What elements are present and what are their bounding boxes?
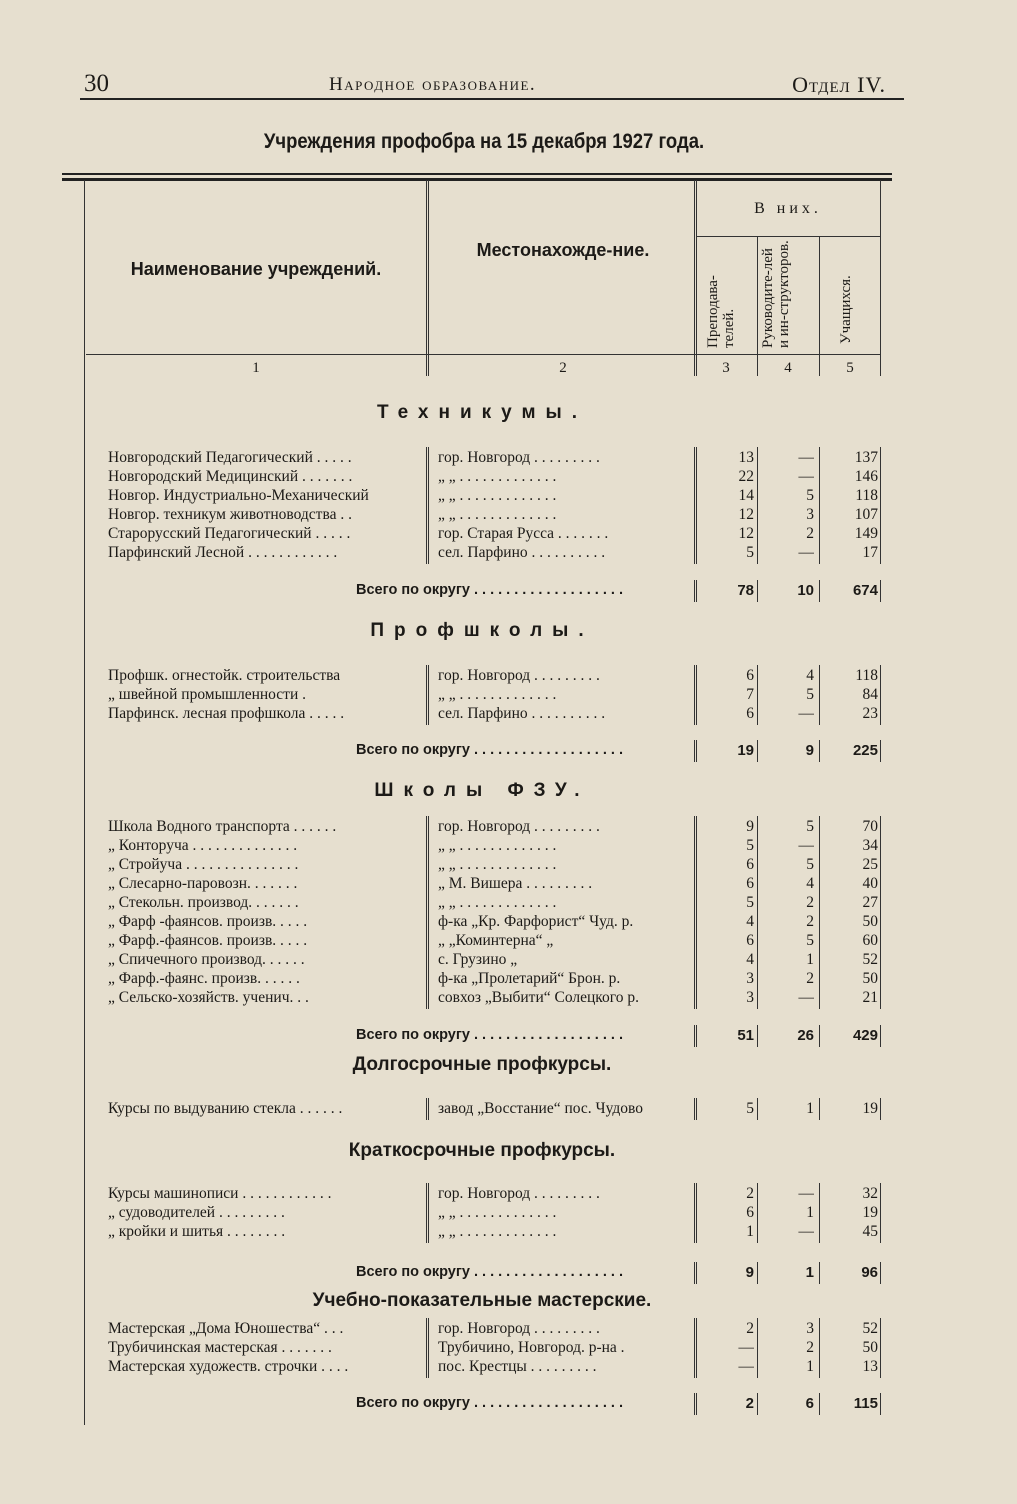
students-count: 118 [855, 667, 878, 684]
section-title: Профшколы. [370, 620, 594, 641]
table-row [86, 932, 880, 951]
leaders-count: 1 [806, 951, 814, 968]
table-row [86, 667, 880, 686]
institution-name: Новгор. Индустриально-Механический [108, 487, 369, 504]
institution-name: Новгородский Медицинский . . . . . . . [108, 468, 353, 485]
leaders-count: 2 [806, 913, 814, 930]
section-title: Учебно-показательные мастерские. [312, 1290, 652, 1311]
table-row [86, 449, 880, 468]
institution-name: „ Слесарно-паровозн. . . . . . . [108, 875, 298, 892]
institution-location: „ „ . . . . . . . . . . . . . [438, 894, 557, 911]
leaders-count: 5 [806, 856, 814, 873]
students-count: 50 [862, 913, 878, 930]
students-count: 137 [854, 449, 878, 466]
leaders-count: — [798, 705, 814, 722]
students-count: 32 [862, 1185, 878, 1202]
institution-name: Мастерская „Дома Юношества“ . . . [108, 1320, 344, 1337]
column-rule-5 [880, 180, 881, 376]
institution-name: Курсы по выдуванию стекла . . . . . . [108, 1100, 343, 1117]
leaders-count: 5 [806, 932, 814, 949]
institution-location: „ „ . . . . . . . . . . . . . [438, 856, 557, 873]
leaders-count: — [798, 449, 814, 466]
teachers-count: 6 [746, 932, 754, 949]
header-rule [80, 98, 904, 100]
column-number-3: 3 [722, 360, 730, 376]
table-row [86, 818, 880, 837]
leaders-count: 3 [806, 506, 814, 523]
column-rule-2 [694, 580, 697, 602]
total-label: Всего по округу . . . . . . . . . . . . . . . . . . . [356, 1264, 624, 1280]
section-label: Отдел IV. [792, 72, 886, 97]
institution-location: завод „Восстание“ пос. Чудово [438, 1100, 643, 1117]
students-count: 25 [862, 856, 878, 873]
column-header-location: Местонахожде-ние. [476, 240, 650, 260]
table-row [86, 875, 880, 894]
institution-location: „ „ . . . . . . . . . . . . . [438, 837, 557, 854]
teachers-count: 12 [738, 525, 754, 542]
total-row [86, 1027, 880, 1049]
teachers-count: 14 [738, 487, 754, 504]
column-rule-5 [880, 816, 881, 1009]
column-rule-5 [880, 1025, 881, 1047]
students-count: 17 [862, 544, 878, 561]
table-top-rule-thick [62, 178, 892, 181]
students-count: 13 [862, 1358, 878, 1375]
students-count: 146 [854, 468, 878, 485]
table-top-rule [62, 173, 892, 175]
total-row [86, 1395, 880, 1417]
total-leaders: 10 [797, 582, 814, 599]
students-count: 27 [862, 894, 878, 911]
column-rule-2 [694, 1262, 697, 1284]
column-header-name: Наименование учреждений. [130, 259, 382, 279]
institution-name: Курсы машинописи . . . . . . . . . . . . [108, 1185, 332, 1202]
column-rule-4 [819, 1262, 820, 1284]
column-rule-2 [694, 1393, 697, 1415]
institution-location: гор. Новгород . . . . . . . . . [438, 1320, 600, 1337]
section-title: Краткосрочные профкурсы. [348, 1140, 616, 1161]
column-header-teachers: Преподава-телей. [705, 275, 737, 348]
total-teachers: 51 [737, 1027, 754, 1044]
total-students: 115 [853, 1395, 878, 1412]
students-count: 19 [862, 1100, 878, 1117]
table-row [86, 951, 880, 970]
leaders-count: 1 [806, 1204, 814, 1221]
teachers-count: 5 [746, 894, 754, 911]
table-row [86, 913, 880, 932]
students-count: 21 [862, 989, 878, 1006]
total-leaders: 1 [805, 1264, 814, 1281]
leaders-count: — [798, 1185, 814, 1202]
institution-name: „ Сельско-хозяйств. ученич. . . [108, 989, 309, 1006]
institution-location: ф-ка „Пролетарий“ Брон. р. [438, 970, 621, 987]
institution-location: сел. Парфино . . . . . . . . . . [438, 705, 606, 722]
institution-location: гор. Новгород . . . . . . . . . [438, 1185, 600, 1202]
table-row [86, 1339, 880, 1358]
teachers-count: 4 [746, 951, 754, 968]
total-students: 674 [852, 582, 878, 599]
total-teachers: 19 [737, 742, 754, 759]
students-count: 19 [862, 1204, 878, 1221]
table-row [86, 487, 880, 506]
running-title: Народное образование. [329, 74, 537, 95]
institution-name: Новгородский Педагогический . . . . . [108, 449, 352, 466]
column-rule-5 [880, 1393, 881, 1415]
institution-location: ф-ка „Кр. Фарфорист“ Чуд. р. [438, 913, 634, 930]
leaders-count: 1 [806, 1100, 814, 1117]
students-count: 34 [862, 837, 878, 854]
leaders-count: 2 [806, 894, 814, 911]
table-title: Учреждения профобра на 15 декабря 1927 года. [263, 130, 705, 153]
column-header-group: В них. [754, 200, 822, 217]
students-count: 60 [862, 932, 878, 949]
column-number-4: 4 [784, 360, 792, 376]
table-row [86, 705, 880, 724]
column-rule-5 [880, 1262, 881, 1284]
table-row [86, 1100, 880, 1119]
total-label: Всего по округу . . . . . . . . . . . . . . . . . . . [356, 582, 624, 598]
students-count: 107 [854, 506, 878, 523]
institution-name: „ Спичечного производ. . . . . . [108, 951, 305, 968]
table-row [86, 506, 880, 525]
institution-name: Школа Водного транспорта . . . . . . [108, 818, 337, 835]
institution-location: сел. Парфино . . . . . . . . . . [438, 544, 606, 561]
teachers-count: 6 [746, 667, 754, 684]
students-count: 118 [855, 487, 878, 504]
institution-location: пос. Крестцы . . . . . . . . . [438, 1358, 597, 1375]
institution-location: с. Грузино „ [438, 951, 518, 968]
institution-location: Трубичино, Новгород. р-на . [438, 1339, 625, 1356]
teachers-count: 5 [746, 544, 754, 561]
institution-location: „ „ . . . . . . . . . . . . . [438, 487, 557, 504]
total-leaders: 6 [805, 1395, 814, 1412]
institution-name: „ судоводителей . . . . . . . . . [108, 1204, 285, 1221]
column-number-2: 2 [559, 360, 567, 376]
leaders-count: 2 [806, 1339, 814, 1356]
column-rule-5 [880, 1098, 881, 1120]
students-count: 23 [862, 705, 878, 722]
institution-location: „ М. Вишера . . . . . . . . . [438, 875, 593, 892]
teachers-count: 22 [738, 468, 754, 485]
leaders-count: 2 [806, 970, 814, 987]
total-leaders: 9 [805, 742, 814, 759]
column-rule-4 [819, 580, 820, 602]
teachers-count: 6 [746, 875, 754, 892]
students-count: 52 [862, 951, 878, 968]
section-title: Техникумы. [376, 402, 588, 423]
total-teachers: 9 [745, 1264, 754, 1281]
leaders-count: 3 [806, 1320, 814, 1337]
students-count: 45 [862, 1223, 878, 1240]
institution-name: „ Фарф.-фаянс. произв. . . . . . [108, 970, 300, 987]
total-row [86, 1264, 880, 1286]
table-row [86, 468, 880, 487]
leaders-count: — [798, 1223, 814, 1240]
table-row [86, 1185, 880, 1204]
column-rule-5 [880, 1318, 881, 1378]
table-row [86, 989, 880, 1008]
teachers-count: 2 [746, 1320, 754, 1337]
table-row [86, 1320, 880, 1339]
teachers-count: 3 [746, 970, 754, 987]
column-rule-5 [880, 740, 881, 762]
leaders-count: 5 [806, 818, 814, 835]
total-leaders: 26 [797, 1027, 814, 1044]
teachers-count: 4 [746, 913, 754, 930]
column-rule-5 [880, 580, 881, 602]
institution-location: гор. Новгород . . . . . . . . . [438, 449, 600, 466]
column-header-students: Учащихся. [838, 275, 854, 344]
students-count: 70 [862, 818, 878, 835]
teachers-count: 1 [746, 1223, 754, 1240]
total-label: Всего по округу . . . . . . . . . . . . . . . . . . . [356, 1027, 624, 1043]
total-teachers: 78 [737, 582, 754, 599]
total-row [86, 742, 880, 764]
section-title: Долгосрочные профкурсы. [352, 1054, 612, 1075]
institution-location: „ „ . . . . . . . . . . . . . [438, 1223, 557, 1240]
group-underline [696, 236, 880, 237]
institution-name: Профшк. огнестойк. строительства [108, 667, 341, 684]
table-row [86, 1358, 880, 1377]
table-left-rule [84, 180, 85, 1425]
teachers-count: 5 [746, 837, 754, 854]
institution-location: „ „ . . . . . . . . . . . . . [438, 506, 557, 523]
institution-location: гор. Новгород . . . . . . . . . [438, 667, 600, 684]
column-rule-4 [819, 1393, 820, 1415]
institution-name: „ Стройуча . . . . . . . . . . . . . . . [108, 856, 299, 873]
column-rule-4 [819, 740, 820, 762]
table-row [86, 1204, 880, 1223]
institution-name: Новгор. техникум животноводства . . [108, 506, 352, 523]
teachers-count: 9 [746, 818, 754, 835]
table-row [86, 544, 880, 563]
table-row [86, 525, 880, 544]
students-count: 50 [862, 1339, 878, 1356]
total-label: Всего по округу . . . . . . . . . . . . . . . . . . . [356, 742, 624, 758]
institution-name: „ Фарф.-фаянсов. произв. . . . . [108, 932, 308, 949]
table-row [86, 970, 880, 989]
column-rule-2 [694, 740, 697, 762]
total-row [86, 582, 880, 604]
leaders-count: 4 [806, 667, 814, 684]
table-row [86, 1223, 880, 1242]
column-rule-5 [880, 447, 881, 564]
table-row [86, 837, 880, 856]
students-count: 40 [862, 875, 878, 892]
leaders-count: — [798, 837, 814, 854]
institution-name: „ Конторуча . . . . . . . . . . . . . . [108, 837, 298, 854]
teachers-count: 6 [746, 856, 754, 873]
institution-name: Трубичинская мастерская . . . . . . . [108, 1339, 332, 1356]
table-row [86, 686, 880, 705]
institution-name: Парфинск. лесная профшкола . . . . . [108, 705, 345, 722]
leaders-count: 4 [806, 875, 814, 892]
leaders-count: — [798, 544, 814, 561]
column-rule-3 [757, 580, 758, 602]
total-students: 225 [852, 742, 878, 759]
institution-location: гор. Новгород . . . . . . . . . [438, 818, 600, 835]
table-row [86, 856, 880, 875]
institution-name: Парфинский Лесной . . . . . . . . . . . . [108, 544, 338, 561]
leaders-count: 5 [806, 686, 814, 703]
teachers-count: — [738, 1339, 754, 1356]
column-rule-4 [819, 1025, 820, 1047]
institution-location: „ „Коминтерна“ „ [438, 932, 554, 949]
teachers-count: 6 [746, 705, 754, 722]
teachers-count: — [738, 1358, 754, 1375]
institution-name: „ Фарф -фаянсов. произв. . . . . [108, 913, 308, 930]
institution-name: „ Стекольн. производ. . . . . . . [108, 894, 299, 911]
institution-location: „ „ . . . . . . . . . . . . . [438, 686, 557, 703]
column-rule-5 [880, 665, 881, 725]
institution-name: Старорусский Педагогический . . . . . [108, 525, 351, 542]
column-number-5: 5 [846, 360, 854, 376]
section-title: Школы ФЗУ. [374, 780, 590, 801]
institution-name: Мастерская художеств. строчки . . . . [108, 1358, 349, 1375]
institution-location: „ „ . . . . . . . . . . . . . [438, 1204, 557, 1221]
column-rule-3 [757, 236, 758, 376]
column-rule-4 [819, 236, 820, 376]
students-count: 52 [862, 1320, 878, 1337]
column-rule-3 [757, 1393, 758, 1415]
column-number-1: 1 [252, 360, 260, 376]
table-row [86, 894, 880, 913]
page-number: 30 [84, 70, 109, 97]
teachers-count: 3 [746, 989, 754, 1006]
column-header-leaders: Руководите-лей и ин-структоров. [760, 240, 792, 348]
leaders-count: — [798, 468, 814, 485]
column-rule-5 [880, 1183, 881, 1243]
column-rule-2 [694, 1025, 697, 1047]
institution-name: „ кройки и шитья . . . . . . . . [108, 1223, 286, 1240]
students-count: 84 [862, 686, 878, 703]
teachers-count: 5 [746, 1100, 754, 1117]
column-rule-3 [757, 1025, 758, 1047]
institution-location: совхоз „Выбити“ Солецкого р. [438, 989, 640, 1006]
column-rule-1 [426, 180, 429, 376]
leaders-count: 1 [806, 1358, 814, 1375]
total-label: Всего по округу . . . . . . . . . . . . . . . . . . . [356, 1395, 624, 1411]
teachers-count: 12 [738, 506, 754, 523]
column-rule-2 [694, 180, 697, 376]
students-count: 50 [862, 970, 878, 987]
teachers-count: 13 [738, 449, 754, 466]
institution-name: „ швейной промышленности . [108, 686, 307, 703]
teachers-count: 7 [746, 686, 754, 703]
total-students: 96 [861, 1264, 878, 1281]
teachers-count: 6 [746, 1204, 754, 1221]
total-teachers: 2 [745, 1395, 754, 1412]
institution-location: „ „ . . . . . . . . . . . . . [438, 468, 557, 485]
column-rule-3 [757, 740, 758, 762]
header-bottom-rule [86, 354, 880, 355]
leaders-count: 2 [806, 525, 814, 542]
total-students: 429 [852, 1027, 878, 1044]
column-rule-3 [757, 1262, 758, 1284]
teachers-count: 2 [746, 1185, 754, 1202]
leaders-count: 5 [806, 487, 814, 504]
leaders-count: — [798, 989, 814, 1006]
institution-location: гор. Старая Русса . . . . . . . [438, 525, 609, 542]
students-count: 149 [854, 525, 878, 542]
